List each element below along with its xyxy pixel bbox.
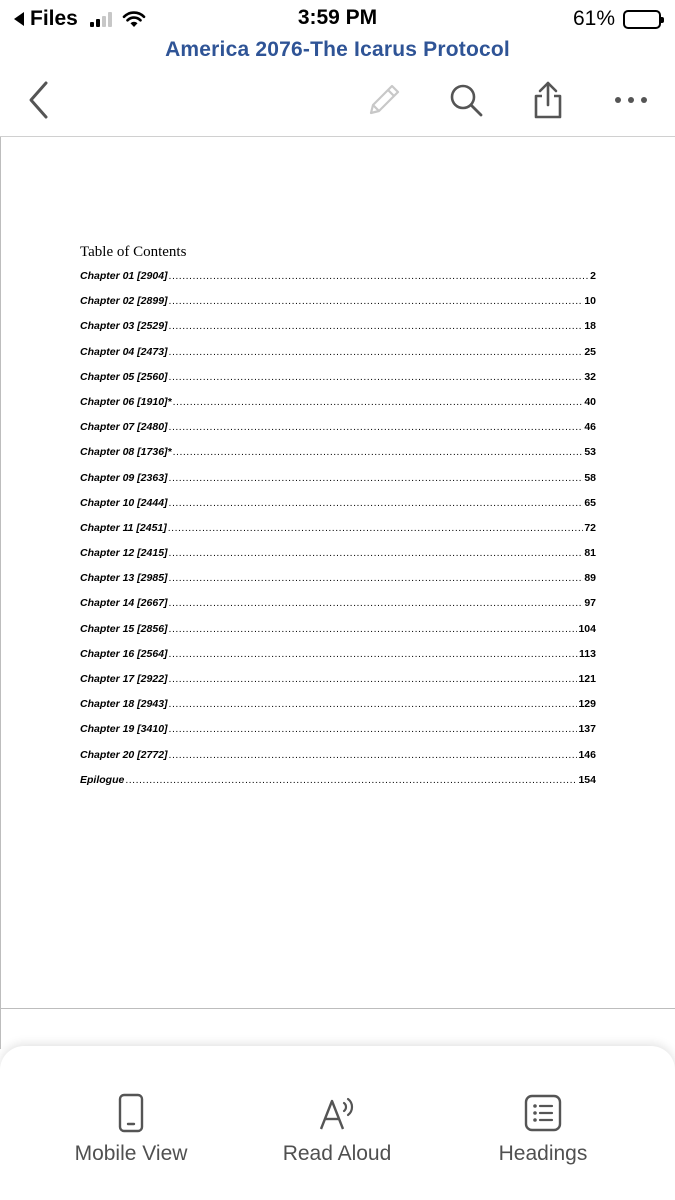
toc-entry[interactable] — [80, 472, 596, 497]
toc-entry[interactable] — [80, 623, 596, 648]
status-bar — [0, 0, 675, 38]
toc-entry-page: 18 — [584, 320, 596, 333]
toc-entry-label: Chapter 05 [2560] — [80, 370, 168, 383]
toc-entry-page: 97 — [584, 597, 596, 610]
toc-entry-page: 113 — [579, 647, 596, 660]
toc-entry-label: Chapter 07 [2480] — [80, 421, 168, 434]
toc-entry-page: 72 — [584, 521, 596, 534]
toolbar — [0, 70, 675, 136]
read-aloud-button[interactable] — [237, 1092, 437, 1166]
toc-entry[interactable] — [80, 421, 596, 446]
toc-entry[interactable] — [80, 673, 596, 698]
toc-entry-label: Chapter 04 [2473] — [80, 345, 168, 358]
toc-entry-page: 89 — [584, 572, 596, 585]
toc-dot-leader — [169, 497, 584, 509]
toc-list — [80, 270, 596, 799]
toc-dot-leader — [169, 572, 584, 584]
headings-list-icon — [524, 1094, 562, 1132]
back-button[interactable] — [18, 76, 58, 124]
pencil-icon — [365, 81, 403, 119]
status-time: 3:59 PM — [297, 6, 378, 29]
toc-entry-page: 146 — [578, 748, 596, 761]
mobile-phone-icon — [118, 1093, 144, 1133]
toc-entry-page: 10 — [584, 295, 596, 308]
toc-dot-leader — [169, 295, 584, 307]
next-page-edge — [0, 1009, 675, 1049]
toc-entry[interactable] — [80, 749, 596, 774]
toc-entry-label: Chapter 20 [2772] — [80, 748, 168, 761]
toc-entry[interactable] — [80, 371, 596, 396]
toc-entry[interactable] — [80, 270, 596, 295]
toc-entry[interactable] — [80, 698, 596, 723]
toc-dot-leader — [169, 320, 584, 332]
toc-entry-page: 104 — [578, 622, 596, 635]
toc-entry[interactable] — [80, 774, 596, 799]
toc-entry-label: Chapter 16 [2564] — [80, 647, 168, 660]
read-aloud-label: Read Aloud — [282, 1142, 392, 1165]
headings-button[interactable] — [443, 1092, 643, 1166]
toc-entry[interactable] — [80, 295, 596, 320]
toc-entry-page: 32 — [584, 370, 596, 383]
toc-entry-label: Chapter 03 [2529] — [80, 320, 168, 333]
toc-entry[interactable] — [80, 346, 596, 371]
battery-icon — [623, 10, 661, 29]
toc-entry-label: Chapter 01 [2904] — [80, 270, 168, 282]
toc-dot-leader — [169, 623, 578, 635]
headings-label: Headings — [498, 1142, 588, 1165]
toc-dot-leader — [169, 547, 584, 559]
toc-heading: Table of Contents — [80, 244, 187, 260]
toc-entry-page: 25 — [584, 345, 596, 358]
toc-entry-label: Chapter 15 [2856] — [80, 622, 168, 635]
bottom-action-sheet — [0, 1046, 675, 1200]
toc-entry[interactable] — [80, 320, 596, 345]
toc-entry-page: 154 — [578, 773, 596, 786]
toc-entry-page: 81 — [584, 547, 596, 560]
toc-dot-leader — [125, 774, 577, 786]
mobile-view-button[interactable] — [31, 1092, 231, 1166]
mobile-view-label: Mobile View — [74, 1142, 188, 1165]
document-title[interactable]: America 2076-The Icarus Protocol — [165, 38, 510, 61]
toc-dot-leader — [169, 698, 578, 710]
more-icon — [614, 95, 648, 105]
toc-entry-label: Chapter 14 [2667] — [80, 597, 168, 610]
toc-dot-leader — [169, 673, 578, 685]
share-button[interactable] — [526, 76, 570, 124]
toc-entry-label: Chapter 11 [2451] — [80, 521, 167, 534]
search-icon — [448, 82, 484, 118]
toc-entry[interactable] — [80, 396, 596, 421]
back-app-label: Files — [30, 7, 78, 30]
toc-entry-page: 2 — [590, 270, 596, 282]
toc-entry-page: 121 — [578, 673, 596, 685]
toc-entry-page: 46 — [584, 421, 596, 434]
toc-entry[interactable] — [80, 597, 596, 622]
toc-dot-leader — [169, 472, 584, 484]
toc-entry-page: 58 — [584, 471, 596, 484]
toc-dot-leader — [173, 446, 584, 458]
toc-dot-leader — [169, 421, 584, 433]
back-chevron-icon — [26, 80, 50, 120]
toc-dot-leader — [169, 270, 590, 282]
toc-entry[interactable] — [80, 446, 596, 471]
toc-entry-label: Chapter 09 [2363] — [80, 471, 168, 484]
toc-entry-label: Chapter 12 [2415] — [80, 547, 168, 560]
battery-percent: 61% — [572, 7, 615, 30]
toc-dot-leader — [169, 648, 579, 660]
edit-button[interactable] — [362, 78, 406, 122]
toc-entry[interactable] — [80, 723, 596, 748]
toc-entry[interactable] — [80, 572, 596, 597]
toc-entry-label: Chapter 13 [2985] — [80, 572, 168, 585]
toc-entry-label: Chapter 06 [1910]* — [80, 395, 172, 408]
toc-entry-label: Chapter 17 [2922] — [80, 673, 168, 685]
toc-dot-leader — [169, 749, 578, 761]
share-icon — [531, 80, 565, 120]
toc-dot-leader — [169, 346, 584, 358]
toc-entry[interactable] — [80, 648, 596, 673]
toc-entry-label: Chapter 02 [2899] — [80, 295, 168, 308]
search-button[interactable] — [444, 78, 488, 122]
battery-status — [573, 6, 661, 32]
toc-entry[interactable] — [80, 547, 596, 572]
toc-entry-label: Chapter 08 [1736]* — [80, 446, 172, 459]
toc-dot-leader — [169, 371, 584, 383]
read-aloud-icon — [315, 1093, 359, 1133]
toc-dot-leader — [168, 522, 584, 534]
toc-entry-page: 129 — [578, 698, 596, 711]
toc-dot-leader — [169, 597, 584, 609]
toc-entry-label: Epilogue — [80, 773, 125, 786]
toc-entry-page: 137 — [578, 723, 596, 736]
toc-entry-page: 40 — [584, 395, 596, 408]
toc-entry[interactable] — [80, 522, 596, 547]
toc-entry-label: Chapter 19 [3410] — [80, 723, 168, 736]
toc-entry-page: 65 — [584, 496, 596, 509]
toc-entry[interactable] — [80, 497, 596, 522]
toc-entry-label: Chapter 18 [2943] — [80, 698, 168, 711]
toc-dot-leader — [173, 396, 584, 408]
toc-entry-page: 53 — [584, 446, 596, 459]
toc-entry-label: Chapter 10 [2444] — [80, 496, 168, 509]
toc-dot-leader — [169, 723, 578, 735]
more-options-button[interactable] — [608, 80, 654, 120]
